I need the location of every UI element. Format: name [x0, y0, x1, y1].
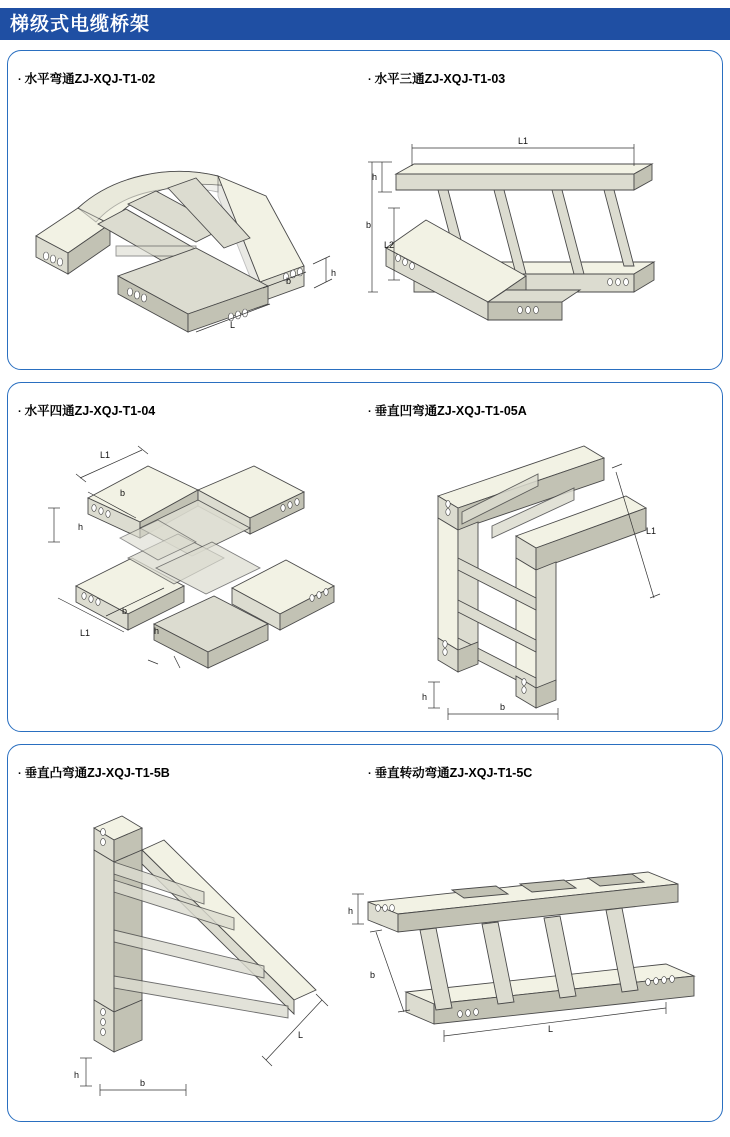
bullet-icon: · [18, 406, 22, 418]
dimension-L1: L1 [646, 526, 657, 536]
dimension-b: b [366, 220, 372, 230]
figure-vertical-rotating-bend [348, 850, 708, 1090]
dimension-L1-bottom: L1 [80, 628, 91, 638]
figure-caption-vertical-rotating-bend: · 垂直转动弯通ZJ-XQJ-T1-5C [368, 766, 533, 780]
figure-caption-vertical-inside-bend: · 垂直凹弯通ZJ-XQJ-T1-05A [368, 404, 527, 418]
figure-caption-vertical-outside-bend: · 垂直凸弯通ZJ-XQJ-T1-5B [18, 766, 170, 780]
bullet-icon: · [368, 74, 372, 86]
dimension-b: b [286, 276, 292, 286]
bullet-icon: · [368, 768, 372, 780]
figure-caption-horizontal-bend: · 水平弯通ZJ-XQJ-T1-02 [18, 72, 156, 86]
figure-horizontal-cross [28, 438, 358, 718]
figure-caption-horizontal-cross: · 水平四通ZJ-XQJ-T1-04 [18, 404, 156, 418]
dimension-b: b [370, 970, 376, 980]
dimension-L2: L2 [384, 240, 395, 250]
dimension-L1: L1 [518, 136, 529, 146]
bullet-icon: · [18, 768, 22, 780]
section-panel-1 [7, 50, 723, 370]
dimension-h: h [348, 906, 354, 916]
figure-caption-horizontal-tee: · 水平三通ZJ-XQJ-T1-03 [368, 72, 506, 86]
figure-vertical-outside-bend [58, 800, 338, 1100]
dimension-b-bottom: b [122, 606, 128, 616]
dimension-h-left: h [78, 522, 84, 532]
dimension-L: L [548, 1024, 554, 1034]
section-panel-2 [7, 382, 723, 732]
bullet-icon: · [18, 74, 22, 86]
dimension-h: h [331, 268, 337, 278]
dimension-b: b [500, 702, 506, 712]
page-title-bar [0, 8, 730, 40]
figure-vertical-inside-bend [408, 438, 678, 718]
dimension-b-top: b [120, 488, 126, 498]
dimension-h: h [372, 172, 378, 182]
dimension-L1-top: L1 [100, 450, 111, 460]
figure-horizontal-tee [366, 96, 716, 356]
dimension-L: L [298, 1030, 304, 1040]
dimension-L: L [230, 320, 236, 330]
figure-horizontal-bend [18, 96, 358, 356]
bullet-icon: · [368, 406, 372, 418]
dimension-h-bottom: h [154, 626, 160, 636]
dimension-b: b [140, 1078, 146, 1088]
dimension-h: h [422, 692, 428, 702]
section-panel-3 [7, 744, 723, 1122]
dimension-h: h [74, 1070, 80, 1080]
page-title: 梯级式电缆桥架 [10, 13, 151, 35]
